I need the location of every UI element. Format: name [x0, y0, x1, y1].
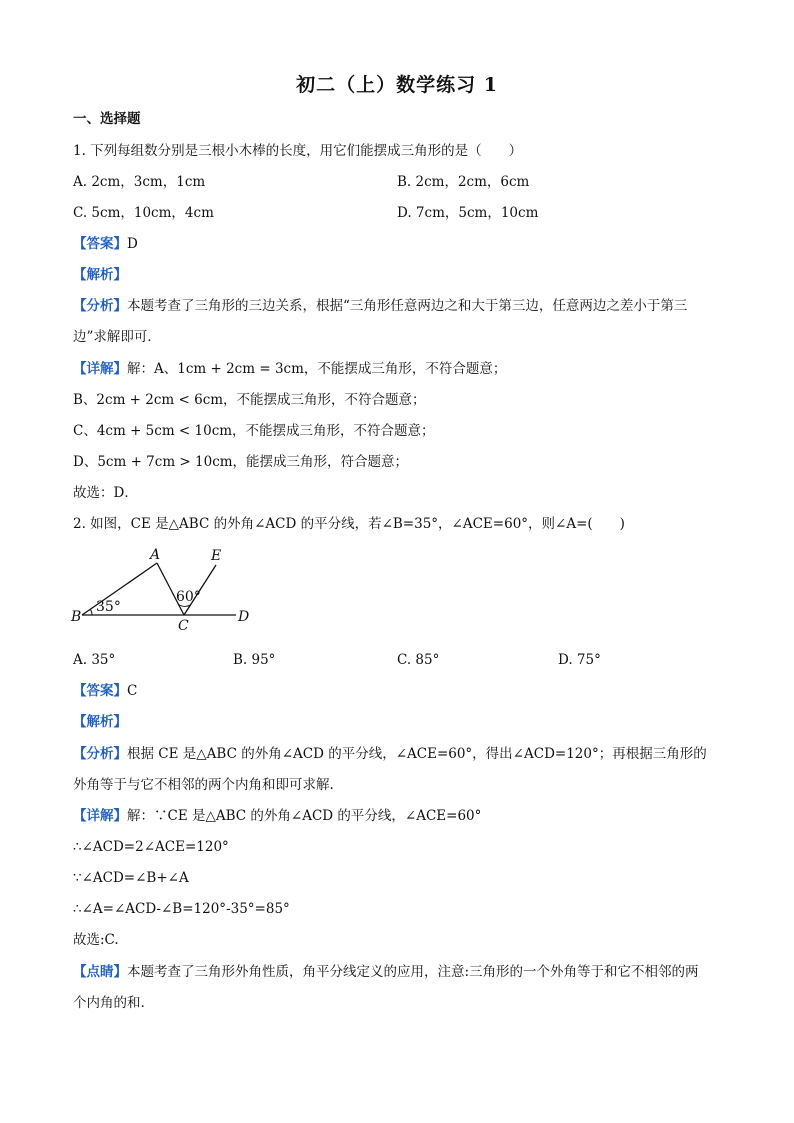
q1-answer: D: [127, 236, 138, 252]
q1-fenxi-tag: 【分析】: [73, 298, 127, 314]
q1-option-c: C. 5cm，10cm，4cm: [73, 205, 214, 221]
angle-b-label: 35°: [96, 599, 121, 615]
q2-triangle-figure: [68, 545, 268, 635]
q1-analysis-line: [73, 266, 127, 284]
q2-option-d: D. 75°: [558, 652, 601, 668]
q1-option-b: B. 2cm，2cm，6cm: [397, 174, 530, 190]
q2-detail-line-1: [73, 807, 481, 825]
q2-stem: 2. 如图，CE 是△ABC 的外角∠ACD 的平分线，若∠B=35°，∠ACE=60°，则∠A=( ): [73, 516, 625, 532]
q2-detail-line-3: ∵∠ACD=∠B+∠A: [73, 870, 189, 886]
q2-fenxi-tag: 【分析】: [73, 746, 127, 762]
page-title: 初二（上）数学练习 1: [296, 74, 498, 96]
q1-conclusion: 故选：D．: [73, 485, 138, 501]
q1-detail-line-2: B、2cm + 2cm < 6cm，不能摆成三角形，不符合题意；: [73, 392, 426, 408]
angle-c-label: 60°: [176, 589, 201, 605]
q1-detail-line-3: C、4cm + 5cm < 10cm，不能摆成三角形，不符合题意；: [73, 423, 435, 439]
q1-fenxi-1: 本题考查了三角形的三边关系，根据“三角形任意两边之和大于第三边，任意两边之差小于第三: [127, 298, 688, 314]
q2-analysis-tag: 【解析】: [73, 714, 127, 730]
q1-detail-1: 解：A、1cm + 2cm = 3cm，不能摆成三角形，不符合题意；: [127, 361, 507, 377]
q2-detail-tag: 【详解】: [73, 808, 127, 824]
q1-option-d: D. 7cm，5cm，10cm: [397, 205, 539, 221]
q2-option-c: C. 85°: [397, 652, 440, 668]
q1-option-a: A. 2cm，3cm，1cm: [73, 174, 206, 190]
q2-answer-line: [73, 682, 137, 700]
angle-b-arc: [90, 609, 92, 615]
q2-detail-1: 解：∵CE 是△ABC 的外角∠ACD 的平分线，∠ACE=60°: [127, 808, 482, 824]
q1-answer-tag: 【答案】: [73, 236, 127, 252]
label-b: B: [71, 609, 82, 625]
q2-fenxi-line-1: [73, 745, 707, 763]
section-heading: 一、选择题: [73, 111, 141, 127]
q2-option-a: A. 35°: [73, 652, 116, 668]
q2-fenxi-line-2: 外角等于与它不相邻的两个内角和即可求解.: [73, 777, 334, 793]
q2-fenxi-1: 根据 CE 是△ABC 的外角∠ACD 的平分线，∠ACE=60°，得出∠ACD=120°；再根据三角形的: [127, 746, 707, 762]
q2-detail-line-4: ∴∠A=∠ACD-∠B=120°-35°=85°: [73, 901, 290, 917]
q2-comment-1: 本题考查了三角形外角性质，角平分线定义的应用，注意:三角形的一个外角等于和它不相邻的两: [127, 964, 699, 980]
q2-answer: C: [127, 683, 138, 699]
q1-answer-line: [73, 235, 138, 253]
q2-analysis-line: [73, 713, 127, 731]
q1-detail-tag: 【详解】: [73, 361, 127, 377]
q2-detail-line-2: ∴∠ACD=2∠ACE=120°: [73, 839, 229, 855]
q2-comment-line-1: [73, 963, 699, 981]
q1-detail-line-1: [73, 360, 506, 378]
label-d: D: [238, 609, 250, 625]
q1-fenxi-line-2: 边”求解即可．: [73, 329, 161, 345]
q2-option-b: B. 95°: [233, 652, 276, 668]
q2-answer-tag: 【答案】: [73, 683, 127, 699]
q2-conclusion: 故选:C.: [73, 932, 119, 948]
q2-comment-tag: 【点睛】: [73, 964, 127, 980]
q2-comment-line-2: 个内角的和.: [73, 995, 145, 1011]
label-e: E: [211, 548, 222, 564]
q1-analysis-tag: 【解析】: [73, 267, 127, 283]
q1-stem: 1. 下列每组数分别是三根小木棒的长度，用它们能摆成三角形的是（ ）: [73, 143, 523, 159]
label-c: C: [178, 618, 189, 634]
q1-fenxi-line-1: [73, 297, 687, 315]
q1-detail-line-4: D、5cm + 7cm > 10cm，能摆成三角形，符合题意；: [73, 454, 409, 470]
label-a: A: [150, 547, 161, 563]
